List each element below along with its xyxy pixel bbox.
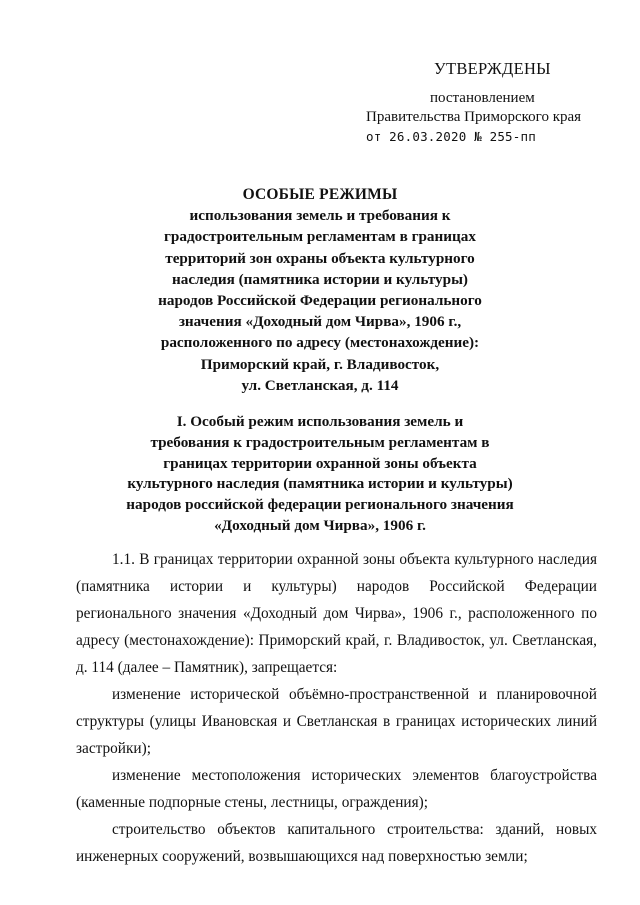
document-title bbox=[120, 184, 520, 396]
title-main: ОСОБЫЕ РЕЖИМЫ bbox=[242, 186, 398, 203]
body-paragraph: изменение исторической объёмно-пространственной и планировочной структуры (улицы Ивановская и Светланская в границах исторических линий застройки); bbox=[76, 686, 597, 757]
title-line: наследия (памятника истории и культуры) bbox=[171, 270, 468, 288]
title-line: Приморский край, г. Владивосток, bbox=[200, 355, 440, 373]
title-line: значения «Доходный дом Чирва», 1906 г., bbox=[178, 313, 462, 331]
section-heading-line: народов российской федерации регионального значения bbox=[126, 496, 514, 514]
section-heading-line: I. Особый режим использования земель и bbox=[176, 413, 464, 430]
body-paragraph: 1.1. В границах территории охранной зоны объекта культурного наследия (памятника истории и культуры) народов Российской Федерации регионального значения «Доходный дом Чирва», 1906 г., расположенного по адресу (местонахождение): Приморский край, г. Владивосток, ул. Светланская, д. 114 (далее – Памятник), запрещается: bbox=[76, 551, 597, 676]
section-heading-line: «Доходный дом Чирва», 1906 г. bbox=[214, 516, 426, 534]
body-text bbox=[76, 546, 597, 870]
section-heading-line: требования к градостроительным регламентам в bbox=[150, 433, 490, 451]
section-heading-line: границах территории охранной зоны объекта bbox=[163, 454, 477, 472]
title-line: градостроительным регламентам в границах bbox=[164, 228, 476, 246]
approval-heading: УТВЕРЖДЕНЫ bbox=[434, 59, 551, 78]
approval-block bbox=[362, 58, 622, 146]
title-line: расположенного по адресу (местонахождение): bbox=[160, 334, 480, 352]
approval-line-government: Правительства Приморского края bbox=[366, 109, 582, 125]
title-line: народов Российской Федерации регионального bbox=[158, 292, 482, 310]
section-heading-line: культурного наследия (памятника истории и культуры) bbox=[127, 475, 513, 493]
title-line: использования земель и требования к bbox=[189, 207, 451, 225]
title-line: территорий зон охраны объекта культурного bbox=[165, 249, 475, 267]
title-line: ул. Светланская, д. 114 bbox=[241, 376, 399, 394]
section-heading bbox=[110, 412, 530, 537]
approval-line-date-number: от 26.03.2020 № 255-пп bbox=[366, 129, 536, 144]
body-paragraph: строительство объектов капитального строительства: зданий, новых инженерных сооружений, возвышающихся над поверхностью земли; bbox=[76, 821, 597, 865]
body-paragraph: изменение местоположения исторических элементов благоустройства (каменные подпорные стены, лестницы, ограждения); bbox=[76, 767, 597, 811]
approval-line-decree: постановлением bbox=[430, 90, 535, 106]
